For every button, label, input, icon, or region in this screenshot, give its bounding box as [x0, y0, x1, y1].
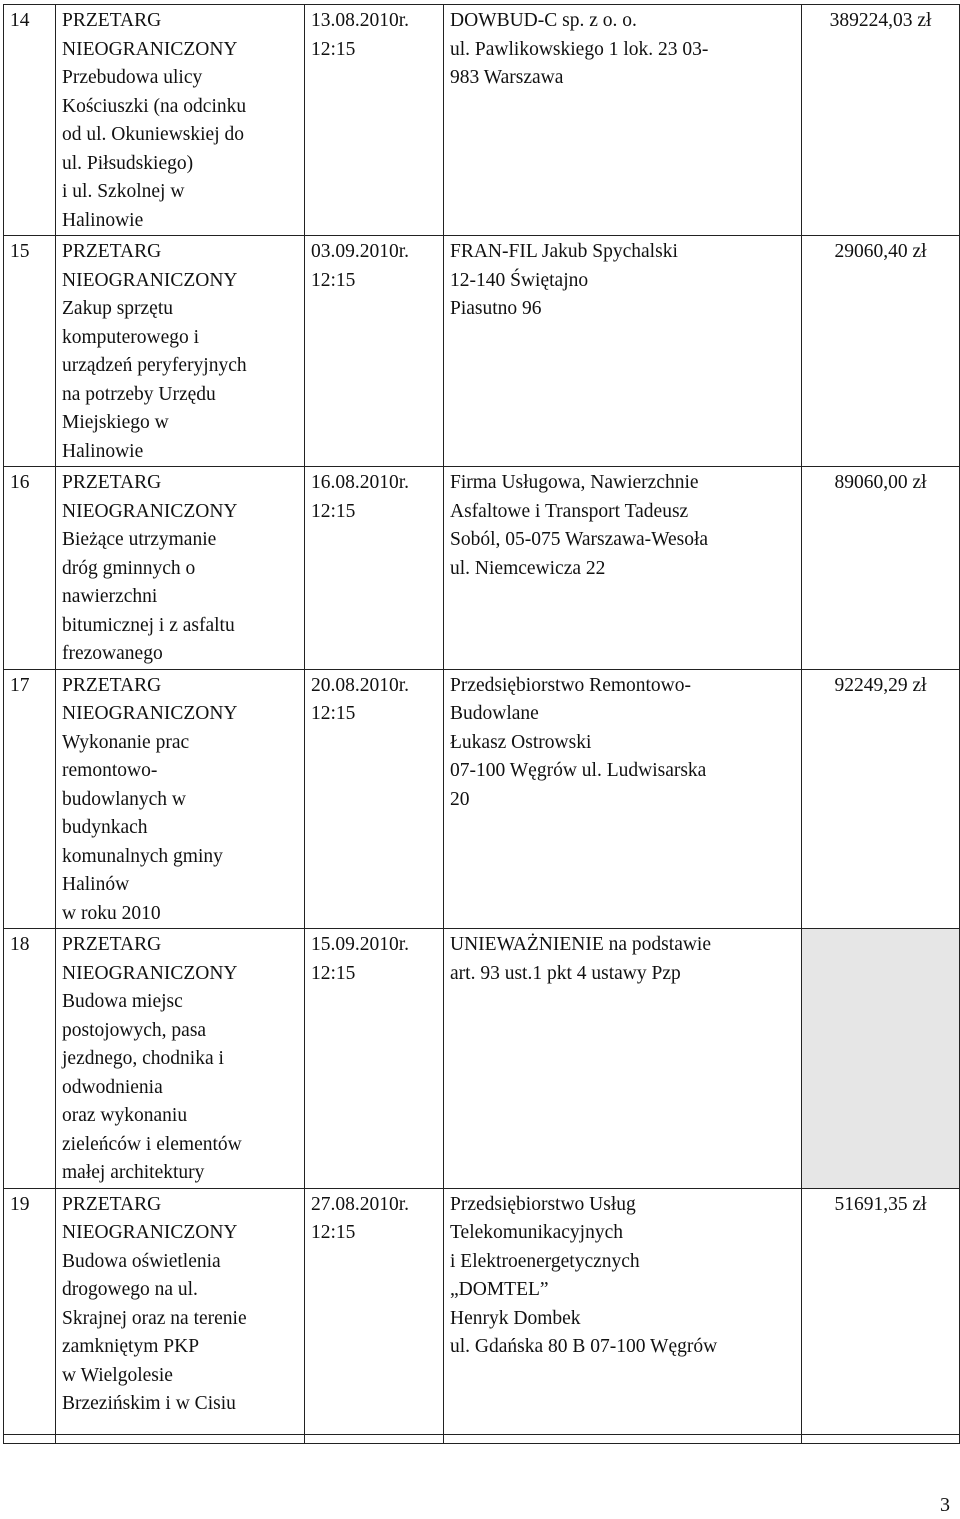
opening-time: 12:15 — [311, 1222, 356, 1243]
amount-value: 389224,03 zł — [829, 10, 932, 31]
row-number: 19 — [10, 1193, 30, 1215]
subject-line: remontowo- — [62, 760, 158, 781]
contractor-cell — [444, 236, 802, 467]
subject-cell — [56, 669, 305, 929]
subject-line: oraz wykonaniu — [62, 1105, 188, 1126]
subject-cell — [56, 467, 305, 670]
contractor-line: Przedsiębiorstwo Usług — [450, 1193, 636, 1215]
subject-line: zieleńców i elementów — [62, 1133, 242, 1155]
procurement-mode: PRZETARG — [62, 934, 162, 955]
opening-time: 12:15 — [311, 38, 356, 60]
subject-cell — [56, 236, 305, 467]
row-number: 17 — [10, 674, 30, 696]
table-row — [4, 236, 960, 467]
contractor-line: Henryk Dombek — [450, 1307, 581, 1329]
subject-line: Kościuszki (na odcinku — [62, 95, 247, 117]
row-number: 15 — [10, 241, 30, 262]
amount-cell — [802, 669, 960, 929]
subject-line: budowlanych w — [62, 788, 187, 810]
contractor-cell — [444, 5, 802, 236]
subject-line: Wykonanie prac — [62, 731, 190, 753]
contractor-cell — [444, 929, 802, 1189]
contractor-line: i Elektroenergetycznych — [450, 1250, 640, 1272]
subject-cell — [56, 1188, 305, 1434]
amount-cell — [802, 929, 960, 1189]
subject-line: Przebudowa ulicy — [62, 67, 203, 88]
contractor-line: Soból, 05-075 Warszawa-Wesoła — [450, 529, 709, 550]
opening-date: 27.08.2010r. — [311, 1193, 410, 1215]
row-number: 18 — [10, 934, 30, 955]
tender-results-table — [3, 4, 960, 1444]
subject-line: komputerowego i — [62, 326, 200, 348]
subject-line: i ul. Szkolnej w — [62, 181, 185, 202]
subject-cell — [56, 5, 305, 236]
table-body — [4, 5, 960, 1444]
contractor-cell — [444, 1188, 802, 1434]
subject-line: Skrajnej oraz na terenie — [62, 1307, 247, 1329]
row-number: 14 — [10, 10, 30, 31]
procurement-mode-2: NIEOGRANICZONY — [62, 269, 238, 291]
contractor-line: UNIEWAŻNIENIE na podstawie — [450, 934, 712, 955]
subject-line: Brzezińskim i w Cisiu — [62, 1393, 236, 1414]
opening-time: 12:15 — [311, 269, 356, 291]
date-cell — [305, 669, 444, 929]
contractor-line: Telekomunikacyjnych — [450, 1222, 623, 1243]
subject-line: postojowych, pasa — [62, 1019, 207, 1041]
procurement-mode-2: NIEOGRANICZONY — [62, 500, 238, 522]
spacer-cell — [444, 1434, 802, 1443]
subject-cell — [56, 929, 305, 1189]
date-cell — [305, 236, 444, 467]
contractor-line: Asfaltowe i Transport Tadeusz — [450, 500, 689, 522]
table-row — [4, 467, 960, 670]
opening-time: 12:15 — [311, 962, 356, 984]
opening-date: 15.09.2010r. — [311, 934, 410, 955]
procurement-mode: PRZETARG — [62, 674, 162, 696]
contractor-line: DOWBUD-C sp. z o. o. — [450, 10, 637, 31]
amount-cell — [802, 467, 960, 670]
contractor-line: Łukasz Ostrowski — [450, 731, 592, 753]
subject-line: bitumicznej i z asfaltu — [62, 614, 235, 636]
spacer-cell — [56, 1434, 305, 1443]
opening-date: 03.09.2010r. — [311, 241, 410, 262]
procurement-mode: PRZETARG — [62, 1193, 162, 1215]
row-number-cell — [4, 236, 56, 467]
contractor-line: Budowlane — [450, 703, 539, 724]
subject-line: Bieżące utrzymanie — [62, 529, 217, 550]
subject-line: urządzeń peryferyjnych — [62, 355, 247, 376]
contractor-line: art. 93 ust.1 pkt 4 ustawy Pzp — [450, 962, 681, 984]
table-row — [4, 1188, 960, 1434]
contractor-line: ul. Niemcewicza 22 — [450, 557, 606, 579]
subject-line: dróg gminnych o — [62, 557, 196, 579]
date-cell — [305, 5, 444, 236]
opening-time: 12:15 — [311, 703, 356, 724]
row-number-cell — [4, 467, 56, 670]
amount-value: 29060,40 zł — [834, 241, 927, 262]
subject-line: ul. Piłsudskiego) — [62, 152, 194, 174]
subject-line: Zakup sprzętu — [62, 298, 174, 319]
contractor-line: ul. Pawlikowskiego 1 lok. 23 03- — [450, 38, 709, 60]
amount-cell — [802, 1188, 960, 1434]
amount-cell — [802, 236, 960, 467]
contractor-cell — [444, 467, 802, 670]
row-number: 16 — [10, 472, 30, 493]
date-cell — [305, 467, 444, 670]
subject-line: frezowanego — [62, 643, 163, 664]
subject-line: na potrzeby Urzędu — [62, 383, 216, 405]
opening-date: 20.08.2010r. — [311, 674, 410, 696]
procurement-mode: PRZETARG — [62, 241, 162, 262]
subject-line: budynkach — [62, 817, 148, 838]
procurement-mode-2: NIEOGRANICZONY — [62, 962, 238, 984]
contractor-line: Firma Usługowa, Nawierzchnie — [450, 472, 699, 493]
contractor-line: ul. Gdańska 80 B 07-100 Węgrów — [450, 1336, 718, 1357]
opening-time: 12:15 — [311, 500, 356, 522]
row-number-cell — [4, 5, 56, 236]
row-number-cell — [4, 929, 56, 1189]
table-row — [4, 929, 960, 1189]
subject-line: komunalnych gminy — [62, 845, 223, 867]
subject-line: jezdnego, chodnika i — [62, 1048, 224, 1069]
amount-value: 92249,29 zł — [834, 674, 927, 696]
date-cell — [305, 929, 444, 1189]
opening-date: 13.08.2010r. — [311, 10, 410, 31]
subject-line: drogowego na ul. — [62, 1279, 198, 1300]
amount-cell — [802, 5, 960, 236]
date-cell — [305, 1188, 444, 1434]
contractor-cell — [444, 669, 802, 929]
subject-line: nawierzchni — [62, 586, 158, 607]
subject-line: Miejskiego w — [62, 412, 169, 433]
spacer-cell — [4, 1434, 56, 1443]
row-number-cell — [4, 1188, 56, 1434]
table-row — [4, 669, 960, 929]
subject-line: Budowa oświetlenia — [62, 1250, 221, 1272]
subject-line: Halinowie — [62, 209, 144, 231]
table-row — [4, 5, 960, 236]
subject-line: małej architektury — [62, 1162, 205, 1183]
subject-line: odwodnienia — [62, 1076, 163, 1098]
contractor-line: 983 Warszawa — [450, 67, 564, 88]
amount-value: 89060,00 zł — [834, 472, 927, 493]
spacer-cell — [305, 1434, 444, 1443]
page-number: 3 — [940, 1494, 950, 1516]
procurement-mode-2: NIEOGRANICZONY — [62, 703, 238, 724]
contractor-line: „DOMTEL” — [450, 1279, 549, 1300]
contractor-line: Przedsiębiorstwo Remontowo- — [450, 674, 692, 696]
contractor-line: 07-100 Węgrów ul. Ludwisarska — [450, 760, 707, 781]
subject-line: Budowa miejsc — [62, 991, 183, 1012]
spacer-cell — [802, 1434, 960, 1443]
subject-line: Halinowie — [62, 440, 144, 462]
subject-line: w roku 2010 — [62, 902, 161, 924]
subject-line: od ul. Okuniewskiej do — [62, 124, 244, 145]
opening-date: 16.08.2010r. — [311, 472, 410, 493]
procurement-mode-2: NIEOGRANICZONY — [62, 1222, 238, 1243]
subject-line: w Wielgolesie — [62, 1364, 173, 1386]
amount-value: 51691,35 zł — [834, 1193, 927, 1215]
procurement-mode: PRZETARG — [62, 10, 162, 31]
contractor-line: Piasutno 96 — [450, 298, 542, 319]
subject-line: zamkniętym PKP — [62, 1336, 200, 1357]
contractor-line: FRAN-FIL Jakub Spychalski — [450, 241, 678, 262]
contractor-line: 20 — [450, 788, 470, 810]
procurement-mode-2: NIEOGRANICZONY — [62, 38, 238, 60]
procurement-mode: PRZETARG — [62, 472, 162, 493]
contractor-line: 12-140 Świętajno — [450, 269, 589, 291]
row-number-cell — [4, 669, 56, 929]
subject-line: Halinów — [62, 874, 130, 895]
table-bottom-rule — [4, 1434, 960, 1443]
